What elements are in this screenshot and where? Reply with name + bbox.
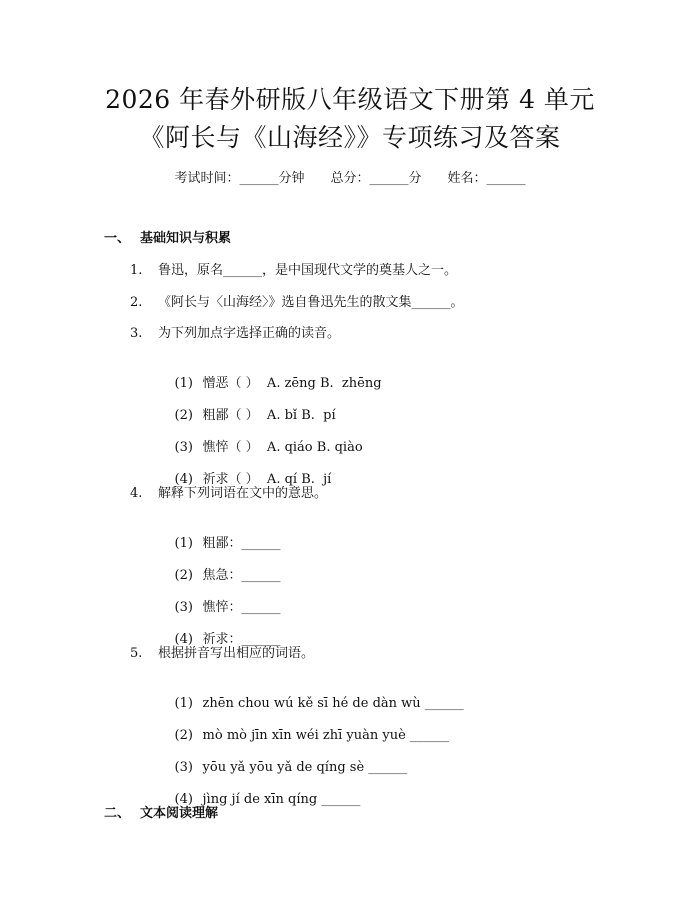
item-text: zhēn chou wú kě sī hé de dàn wù ______: [202, 696, 464, 711]
document-title-line-1: 2026 年春外研版八年级语文下册第 4 单元: [105, 85, 595, 114]
item-number: (4): [174, 472, 193, 487]
question-number: 5.: [130, 646, 143, 661]
exam-time-field: 考试时间：______分钟: [174, 171, 305, 186]
item-text: 憔悴（ ） A. qiáo B. qiào: [202, 440, 363, 455]
item-number: (2): [174, 728, 193, 743]
section-title: 基础知识与积累: [140, 231, 232, 246]
item-number: (3): [174, 440, 193, 455]
item-text: 祈求（ ） A. qí B. jí: [202, 472, 332, 487]
total-score-field: 总分：______分: [330, 171, 422, 186]
item-number: (1): [174, 536, 193, 551]
item-text: 憎恶（ ） A. zēng B. zhēng: [202, 376, 382, 391]
question-text: 鲁迅，原名______，是中国现代文学的奠基人之一。: [158, 263, 458, 278]
section-heading-2: [104, 805, 218, 823]
question-number: 1.: [130, 263, 143, 278]
item-number: (2): [174, 568, 193, 583]
question-1: [130, 262, 457, 280]
question-text: 解释下列词语在文中的意思。: [158, 486, 328, 501]
section-title: 文本阅读理解: [140, 806, 219, 821]
item-text: 祈求：______: [202, 632, 281, 647]
question-3: [130, 325, 340, 343]
item-text: 粗鄙：______: [202, 536, 281, 551]
item-text: 焦急：______: [202, 568, 281, 583]
exam-meta: [0, 170, 700, 188]
question-text: 根据拼音写出相应的词语。: [158, 646, 315, 661]
student-name-field: 姓名：______: [447, 171, 526, 186]
question-5: [130, 645, 314, 663]
section-number: 二、: [104, 806, 131, 821]
section-heading-1: [104, 230, 231, 248]
question-number: 2.: [130, 295, 143, 310]
item-number: (3): [174, 760, 193, 775]
question-2: [130, 294, 464, 312]
question-text: 《阿长与〈山海经〉》选自鲁迅先生的散文集______。: [158, 295, 464, 310]
section-number: 一、: [104, 231, 131, 246]
item-text: yōu yǎ yōu yǎ de qíng sè ______: [202, 760, 408, 775]
item-text: jìng jí de xīn qíng ______: [202, 792, 361, 807]
question-text: 为下列加点字选择正确的读音。: [158, 326, 341, 341]
question-number: 4.: [130, 486, 143, 501]
item-number: (2): [174, 408, 193, 423]
item-text: mò mò jīn xīn wéi zhī yuàn yuè ______: [202, 728, 449, 743]
document-title-line-2: 《阿长与《山海经》》专项练习及答案: [139, 123, 561, 152]
item-number: (1): [174, 696, 193, 711]
item-number: (4): [174, 792, 193, 807]
item-text: 憔悴：______: [202, 600, 281, 615]
item-number: (4): [174, 632, 193, 647]
item-number: (1): [174, 376, 193, 391]
question-number: 3.: [130, 326, 143, 341]
question-4: [130, 485, 327, 503]
item-text: 粗鄙（ ） A. bǐ B. pí: [202, 408, 336, 423]
item-number: (3): [174, 600, 193, 615]
